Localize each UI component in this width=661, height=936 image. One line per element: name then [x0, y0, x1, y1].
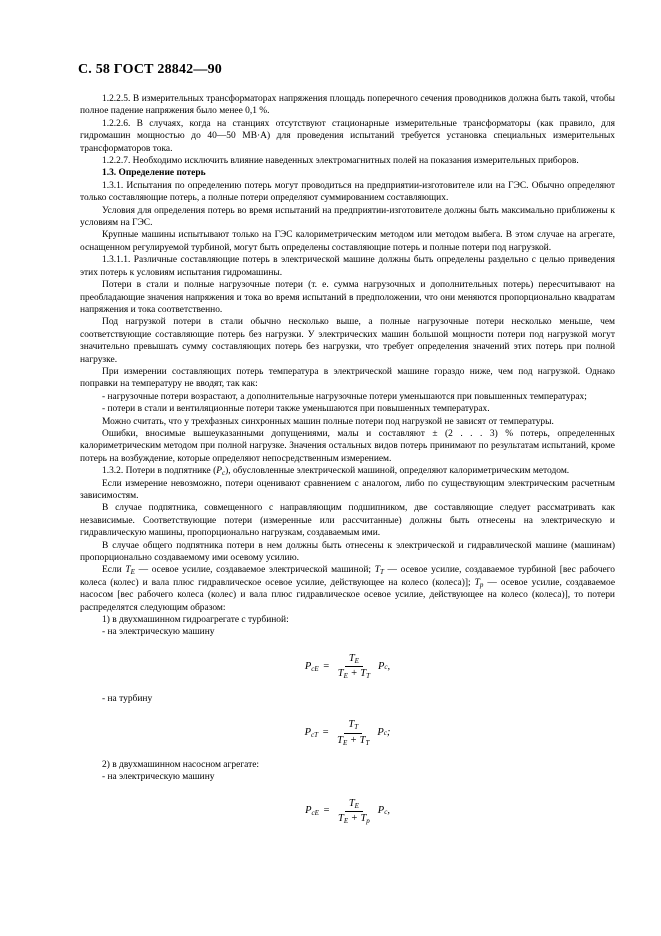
list-subitem: - на турбину [102, 693, 153, 704]
formula-pce-turbine: $P_{cE}$ = $\frac{T_E}{T_E + T_T}$ P c , [304, 652, 391, 681]
section-heading: 1.3. Определение потерь [102, 168, 206, 179]
paragraph: Ошибки, вносимые вышеуказанными допущениями, малы и составляют ± (2 . . . 3) % потерь, определенных калориметрическим методом при полной нагрузке. Значения остальных видов потерь принимают по результатам испытаний, кроме потерь на возбуждение, которые определяют непосредственным измерением. [80, 428, 615, 464]
paragraph: 1.3.1. Испытания по определению потерь могут проводиться на предприятии-изготовителе или на ГЭС. Обычно определяют только составляющие потерь, а полные потери определяют суммированием составляющих. [80, 180, 615, 204]
paragraph: В случае подпятника, совмещенного с направляющим подшипником, две составляющие следует рассматривать как независимые. Соответствующие потери (измеренные или рассчитанные) должны быть отнесены на электрическую и гидравлическую машины, пропорционально нагрузкам, создаваемым ими. [80, 503, 615, 539]
paragraph: 1.3.1.1. Различные составляющие потерь в электрической машине должны быть определены раздельно с целью приведения этих потерь к условиям испытания гидромашины. [80, 255, 615, 278]
list-item: 2) в двухмашинном насосном агрегате: [102, 759, 260, 770]
paragraph: 1.2.2.7. Необходимо исключить влияние наведенных электромагнитных полей на показания измерительных приборов. [102, 156, 579, 167]
list-item: 1) в двухмашинном гидроагрегате с турбиной: [102, 615, 289, 626]
paragraph: 1.2.2.6. В случаях, когда на станциях отсутствуют стационарные измерительные трансформаторы (как правило, для гидромашин мощностью до 40—50 МВ·А) для проведения испытаний требуется установка специальных измерительных трансформаторов тока. [80, 118, 615, 154]
paragraph: Крупные машины испытывают только на ГЭС калориметрическим методом или методом выбега. В этом случае на агрегате, оснащенном регулируемой турбиной, могут быть определены составляющие потерь и полные потери под нагрузкой. [80, 230, 615, 253]
page-header: С. 58 ГОСТ 28842—90 [78, 62, 222, 77]
list-subitem: - на электрическую машину [102, 627, 215, 638]
paragraph: - потери в стали и вентиляционные потери также уменьшаются при повышенных температурах. [102, 404, 490, 415]
formula-pct-turbine: $P_{cT}$ = $\frac{T_T}{T_E + T_T}$ P c ; [304, 719, 391, 747]
paragraph: Если измерение невозможно, потери оценивают сравнением с аналогом, либо по существующим электрическим расчетным зависимостям. [80, 478, 615, 501]
paragraph: Условия для определения потерь во время испытаний на предприятии-изготовителе должны быть максимально приближены к условиям на ГЭС. [80, 205, 615, 229]
document-body [80, 93, 615, 838]
formula-pce-pump: $P_{cE}$ = $\frac{T_E}{T_E + T_p}$ P c , [305, 797, 390, 826]
paragraph-definitions: Если $T_E$ — осевое усилие, создаваемое электрической машиной; $T_T$ — осевое усилие, создаваемое турбиной [вес рабочего колеса (колес) и вала плюс гидравлическое осевое усилие, действующее на колесо (колеса)]; $T_p$ — осевое усилие, создаваемое насосом [вес рабочего колеса (колес) и вала плюс гидравлическое осевое усилие, действующее на колесо (колеса)], то потери распределятся следующим образом: [80, 565, 616, 613]
paragraph: Можно считать, что у трехфазных синхронных машин полные потери под нагрузкой не зависят от температуры. [102, 416, 554, 427]
list-subitem: - на электрическую машину [102, 772, 215, 783]
paragraph: 1.2.2.5. В измерительных трансформаторах напряжения площадь поперечного сечения проводников должна быть такой, чтобы полное падение напряжения было менее 0,1 %. [80, 94, 615, 117]
paragraph: - нагрузочные потери возрастают, а дополнительные нагрузочные потери уменьшаются при повышенных температурах; [102, 391, 587, 402]
paragraph: При измерении составляющих потерь температура в электрической машине гораздо ниже, чем под нагрузкой. Однако поправки на температуру не вводят, так как: [80, 366, 615, 390]
paragraph: Под нагрузкой потери в стали обычно несколько выше, а полные нагрузочные потери несколько меньше, чем соответствующие составляющие потерь без нагрузки. У электрических машин большой мощности потери под нагрузкой могут значительно превышать сумму составляющих потерь без нагрузки, что требует определения значений этих потерь при полной нагрузке. [80, 317, 615, 365]
paragraph-thrust-bearing: 1.3.2. Потери в подпятнике $(P_c)$, обусловленные электрической машиной, определяют калориметрическим методом. [102, 466, 570, 478]
paragraph: Потери в стали и полные нагрузочные потери (т. е. сумма нагрузочных и дополнительных потерь) пересчитывают на преобладающие значения напряжения и тока во время испытаний в предположении, что они меняются пропорционально квадратам напряжения и тока соответственно. [80, 280, 615, 315]
paragraph: В случае общего подпятника потери в нем должны быть отнесены к электрической и гидравлической машине (машинам) пропорционально создаваемому ими осевому усилию. [80, 540, 615, 564]
